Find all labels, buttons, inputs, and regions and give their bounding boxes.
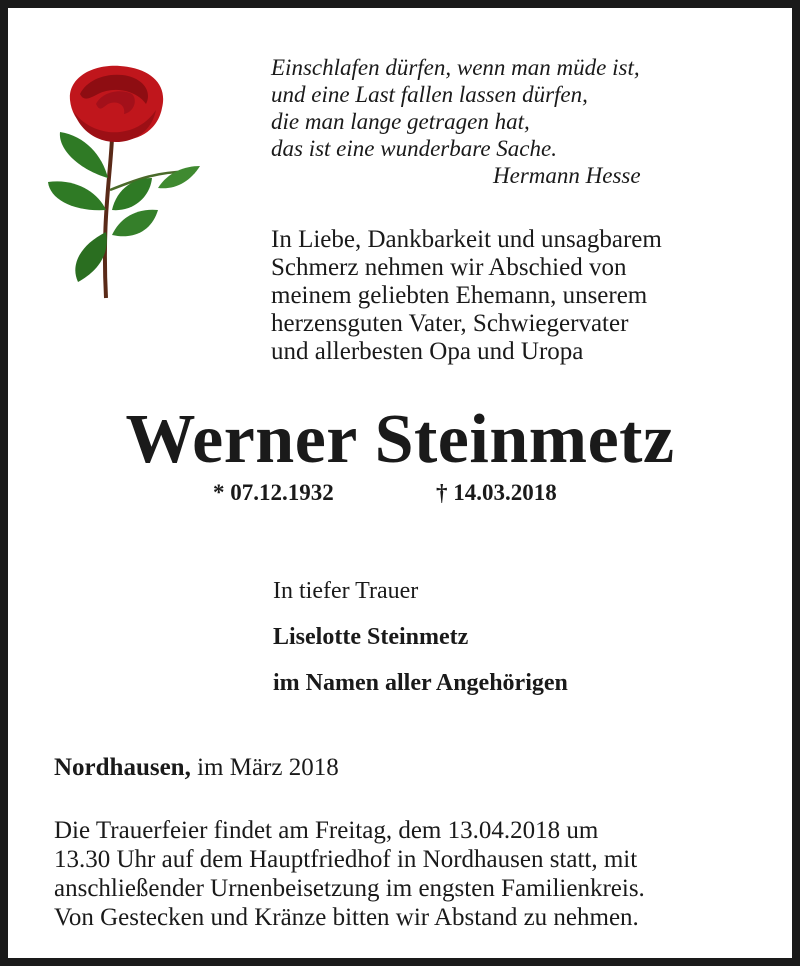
widow-name: Liselotte Steinmetz [273, 624, 469, 650]
poem-author: Hermann Hesse [493, 163, 641, 188]
red-rose-icon [40, 60, 210, 300]
poem-quote [271, 54, 641, 189]
farewell-line: herzensguten Vater, Schwiegervater [271, 310, 629, 337]
poem-line: Einschlafen dürfen, wenn man müde ist, [271, 55, 640, 80]
poem-line: und eine Last fallen lassen dürfen, [271, 82, 588, 107]
death-date: † 14.03.2018 [436, 480, 557, 505]
ceremony-line: Von Gestecken und Kränze bitten wir Abstand zu nehmen. [54, 904, 639, 931]
ceremony-line: 13.30 Uhr auf dem Hauptfriedhof in Nordhausen statt, mit [54, 846, 638, 873]
ceremony-line: Die Trauerfeier findet am Freitag, dem 13.04.2018 um [54, 817, 599, 844]
ceremony-info [54, 816, 645, 932]
birth-date: * 07.12.1932 [213, 480, 334, 505]
deceased-name: Werner Steinmetz [125, 401, 675, 478]
place-date [54, 754, 339, 782]
mourning-phrase: In tiefer Trauer [273, 578, 419, 604]
notice-date: im März 2018 [197, 754, 339, 781]
relatives-line: im Namen aller Angehörigen [273, 670, 568, 696]
poem-line: die man lange getragen hat, [271, 109, 530, 134]
place-name: Nordhausen, [54, 754, 191, 781]
farewell-line: Schmerz nehmen wir Abschied von [271, 254, 627, 281]
farewell-line: meinem geliebten Ehemann, unserem [271, 282, 648, 309]
poem-line: das ist eine wunderbare Sache. [271, 136, 557, 161]
ceremony-line: anschließender Urnenbeisetzung im engsten Familienkreis. [54, 875, 645, 902]
farewell-text [271, 226, 662, 366]
farewell-line: und allerbesten Opa und Uropa [271, 338, 584, 365]
farewell-line: In Liebe, Dankbarkeit und unsagbarem [271, 226, 662, 253]
